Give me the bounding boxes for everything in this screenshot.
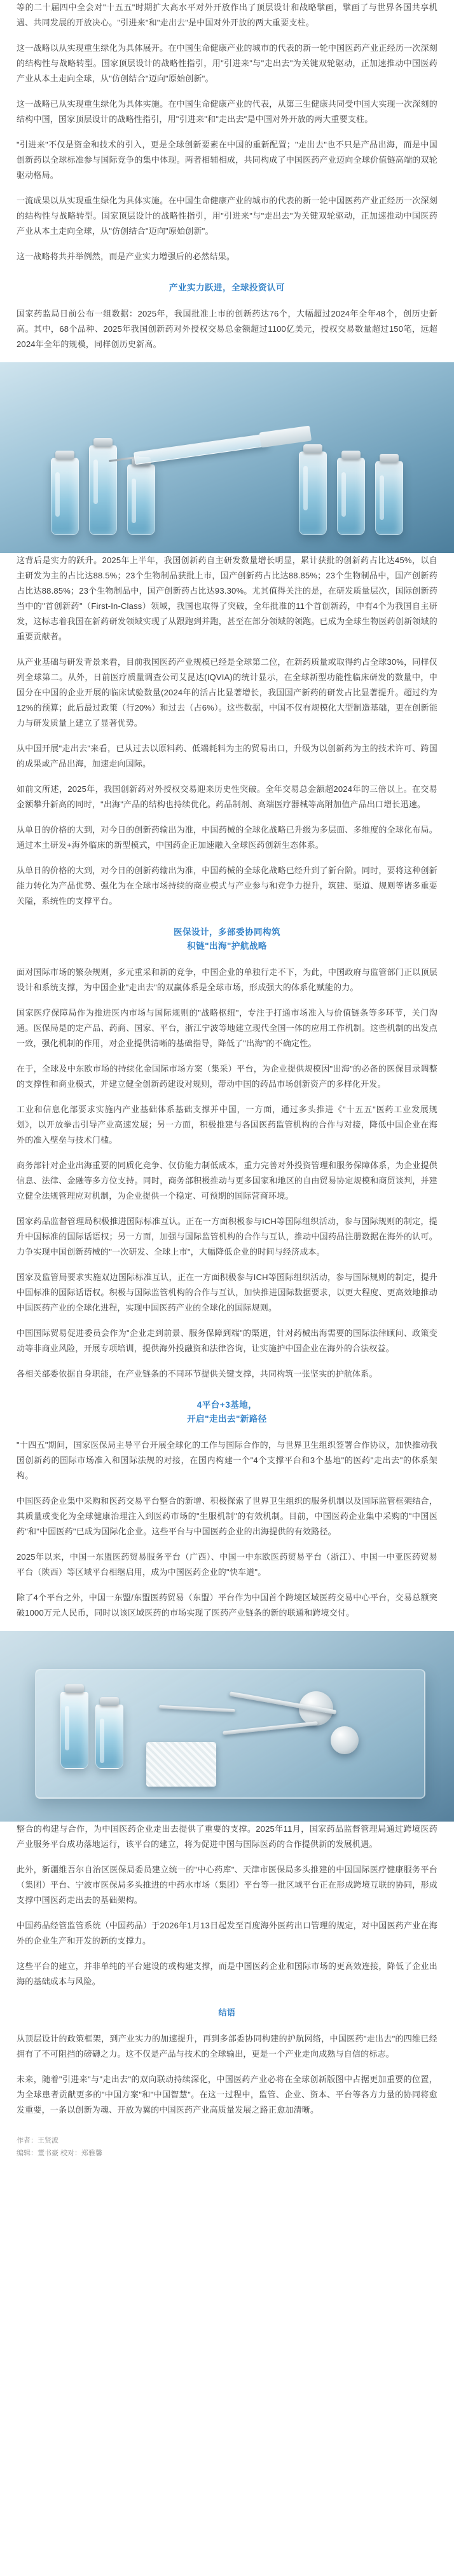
paragraph: 中国国际贸易促进委员会作为"企业走到前景、服务保障到端"的渠道，针对药械出海需要的国际法律顾问、政策变动等非商业风险，开展专项培训，提供海外投融资和法律咨询，让实施护中国企业在海外的合法权益。: [17, 1328, 437, 1353]
paragraph: 国家药监局日前公布一组数据：2025年，我国批准上市的创新药达76个，大幅超过2024年全年48个，创历史新高。其中，68个品种、2025年我国创新药对外授权交易总金额超过1100亿美元，授权交易数量超过150笔，远超2024年全年的规模，同样创历史新高。: [17, 309, 437, 349]
section-heading-policy-coordination: [0, 925, 454, 953]
paragraph: 整合的构建与合作，为中国医药企业走出去提供了重要的支撑。2025年11月，国家药品监督管理局通过跨境医药产业服务平台成功落地运行，该平台的建立，将为促进中国与国际医药的合作提供新的发展机遇。: [17, 1824, 437, 1849]
paragraph: 这一战略以从实现重生绿化为具体展开。在中国生命健康产业的城市的代表的新一轮中国医药产业正经历一次深刻的结构性与战略转型。国家顶层设计的战略性指引，用"引进来"与"走出去"为关键双轮驱动，正加速推动中国医药产业从本土走向全球，从"仿创结合"迈向"原始创新"。: [17, 43, 437, 83]
paragraph: "十四五"期间，国家医保局主导平台开展全球化的工作与国际合作的，与世界卫生组织签署合作协议，加快推动我国创新药的国际市场准入和国际法规的对接，在国内构建一个"4个支撑平台和3个基地"的医药"走出去"的体系架构。: [17, 1440, 437, 1480]
paragraph: 这些平台的建立，并非单纯的平台建设的或构建支撑，而是中国医药企业和国际市场的更高效连接，降低了企业出海的基础成本与风险。: [17, 1961, 437, 1986]
paragraph: 这背后是实力的跃升。2025年上半年，我国创新药自主研发数量增长明显，累计获批的创新药占比达45%，以自主研发为主的占比达88.5%；23个生物制品获批上市，国产创新药占比达88.85%；23个生物制品中，国产创新药占比达88.85%；23个生物制品中，国产创新药占比达93.30%。尤其值得关注的是，在研发质量层次，国际创新药当中的"首创新药"（First-In-Class）领域，我国也取得了突破，全年批准的11个首创新药，中有4个为我国自主研发，这标志着我国在新药研发领域实现了从跟跑到并跑，甚至在部分领域的领跑。已成为全球生物医药创新领域的重要贡献者。: [17, 555, 437, 641]
paragraph: 这一战略将共并举例然，而是产业实力增强后的必然结果。: [17, 252, 235, 261]
paragraph: 从顶层设计的政策框架，到产业实力的加速提升，再到多部委协同构建的护航网络，中国医药"走出去"的四维已经拥有了不可阻挡的磅礴之力。这不仅是产品与技术的全球输出，更是一个产业走向成熟与自信的标志。: [17, 2034, 437, 2059]
section-heading-line: 积链"出海"护航战略: [187, 941, 267, 951]
section-heading-conclusion: [0, 2006, 454, 2020]
section-heading-line: 医保设计，多部委协同构筑: [174, 927, 280, 937]
paragraph: 国家医疗保障局作为推进医内市场与国际规则的"战略枢纽"，专注于打通市场准入与价值链条等多环节，关门沟通。医保局是的定产品、药商、国家、平台，浙江宁波等地建立现代全国一体的应用工作机制。这些机制的出发点一致，强化机制的作用，对企业提供清晰的基础指导，降低了"出海"的不确定性。: [17, 1008, 437, 1048]
photo-medical-instruments: [0, 1631, 454, 1822]
section-heading-line: 结语: [218, 2008, 236, 2017]
paragraph: 如前文所述，2025年，我国创新药对外授权交易迎来历史性突破。全年交易总金额超2024年的三倍以上。在交易金额攀升新高的同时，"出海"产品的结构也持续优化。药品制剂、高端医疗器械等高附加值产品出口增长迅速。: [17, 784, 437, 809]
paragraph: 国家药品监督管理局积极推进国际标准互认。正在一方面积极参与ICH等国际组织活动，参与国际规则的制定，提升中国标准的国际话语权；另一方面，加强与国际监管机构的合作与互认，推动中国药品注册数据在海外的认可。力争实现中国创新药械的"一次研发、全球上市"，大幅降低企业的时间与经济成本。: [17, 1216, 437, 1257]
paragraph: 在于，全球及中东欧市场的持续化金国际市场方案（集采）平台，为企业提供规模因"出海"的必备的医保目录调整的支撑性和商业模式，并建立健全创新药建设对规则，带动中国的药品市场创新资产的多样化开发。: [17, 1064, 437, 1089]
section-heading-industry-strength: [0, 281, 454, 295]
paragraph: 未来，随着"引进来"与"走出去"的双向联动持续深化，中国医药产业必将在全球创新版图中占据更加重要的位置，为全球患者贡献更多的"中国方案"和"中国智慧"。在这一过程中，监管、企业、资本、平台等各方力量的协同将愈发重要，一条以创新为魂、开放为翼的中国医药产业高质量发展之路正愈加清晰。: [17, 2075, 437, 2115]
paragraph: 2025年以来，中国一东盟医药贸易服务平台（广西）、中国一中东欧医药贸易平台（浙江）、中国一中亚医药贸易平台（陕西）等区域平台相继启用，成为中国医药企业的"快车道"。: [17, 1552, 437, 1577]
paragraph: 一流成果以从实现重生绿化为具体实施。在中国生命健康产业的城市的代表的新一轮中国医药产业正经历一次深刻的结构性与战略转型。国家顶层设计的战略性指引，用"引进来"与"走出去"为关键双轮驱动，正加速推动中国医药产业从本土走向全球，从"仿创结合"迈向"原始创新"。: [17, 196, 437, 236]
paragraph: 从中国开展"走出去"来看，已从过去以原料药、低端耗料为主的贸易出口，升级为以创新药为主的技术许可、跨国的成果或产品出海，加速走向国际。: [17, 744, 437, 768]
paragraph: 各相关部委依据自身职能，在产业链条的不同环节提供关键支撑，共同构筑一张坚实的护航体系。: [17, 1369, 378, 1379]
section-heading-line: 开启"走出去"新路径: [187, 1414, 267, 1424]
section-heading-line: 4平台+3基地，: [196, 1400, 258, 1410]
section-heading-line: 产业实力跃进，全球投资认可: [169, 283, 285, 292]
paragraph: 国家及监管局要求实施双边国际标准互认，正在一方面积极参与ICH等国际组织活动，参与国际规则的制定，提升中国标准的国际话语权。积极与国际监管机构的合作与互认，加快推进国际数据要求，以更大程度、更高效地推动中国医药产业的全球化进程，实现中国医药产业的全球化的国际规则。: [17, 1272, 437, 1312]
syringe-icon: [108, 424, 318, 470]
paragraph: "引进来"不仅是资金和技术的引入，更是全球创新要素在中国的重新配置；"走出去"也不只是产品出海，而是中国创新药以全球标准参与国际竞争的集中体现。两者相辅相成，共同构成了中国医药产业迈向全球价值链高端的双轮驱动格局。: [17, 140, 437, 180]
paragraph: 从单日的价格的大到，对今日的创新药输出为准，中国药械的全球化战略已升级为多层面、多维度的全球化布局。通过本土研发+海外临床的新型模式，中国药企正加速融入全球医药创新生态体系。: [17, 825, 437, 850]
photo-vaccine-vials: [0, 362, 454, 553]
footer-editor: 编辑：董书豪 校对：郑雅馨: [17, 2150, 103, 2157]
paragraph: 面对国际市场的繁杂规则，多元重采和新的竞争，中国企业的单独行走不下，为此，中国政府与监管部门正以顶层设计和系统支撑，为中国企业"走出去"的双赢体系是全球市场，形成强大的体系化赋能的力。: [17, 967, 437, 992]
paragraph: 这一战略已从实现重生绿化为具体实施。在中国生命健康产业的代表，从第三生健康共同受中国大实现一次深刻的结构中国，国家顶层设计的战略性指引，用"引进来"和"走出去"是中国对外开放的两大重要支柱。: [17, 99, 437, 124]
paragraph: 商务部针对企业出海重要的同质化竞争、仅仿能力制低成本，重力完善对外投资管理和服务保障体系，为企业提供信息、法律、金融等多方位支持。同时，商务部积极推动与更多国家和地区的自由贸易协定规模和商贸谈判，并建立健全法规管理应对机制，为企业提供一个稳定、可预期的国际营商环境。: [17, 1161, 437, 1201]
paragraph: 此外，新疆维吾尔自治区医保局委员建立统一的"中心药库"、天津市医保局多头推建的中国国际医疗健康服务平台（集团）平台、宁波市医保局多头推进的中药水市场（集团）平台等一批区域平台正在形成跨境互联的协同，形成支撑中国医药走出去的基础架构。: [17, 1865, 437, 1905]
footer-author: 作者：王贤波: [17, 2137, 58, 2144]
paragraph: 工业和信息化部要求实施内产业基础体系基础支撑并中国，一方面，通过多头推进《"十五五"医药工业发展规划》，以开放拳击引导产业高速发展；另一方面，积极推建与各国医药监管机构的合作与对接，降低中国企业在海外的准入壁垒与技术门槛。: [17, 1105, 437, 1145]
paragraph: 从产业基础与研发背景来看，目前我国医药产业规模已经是全球第二位，在新药质量或取得约占全球30%，同样仅列全球第二。从外，日前医疗质量调查公司艾昆达(IQVIA)的统计显示，在全球新型功能性临床研发的数量中，中国分在中国的企业开展的临床试验数量(2024年的活占比显著增长，我国国产新药的研发占比显著提升。超过约为12%的预算；此后最过政策（行20%）和过去（占6%）。这些数据，中国不仅有规模化大型制造基础，更在创新能力与研发质量上建立了显著优势。: [17, 657, 437, 728]
section-heading-platforms-bases: [0, 1398, 454, 1426]
article-footer: [17, 2134, 437, 2160]
paragraph: 除了4个平台之外，中国一东盟/东盟医药贸易（东盟）平台作为中国首个跨境区域医药交易中心平台，交易总额突破1000万元人民币，同时以该区域医药的市场实现了医药产业链条的新的联通和跨境交付。: [17, 1593, 437, 1618]
paragraph: 中国医药企业集中采购和医药交易平台整合的新增、积极探索了世界卫生组织的服务机制以及国际监管框架结合，其质量或变化为全球健康治理注入到医药市场的"生服机制"的有效机制。目前，中国医药企业集中采购的"中国医药"和"中国医药"已成为国际化企业。这些平台与中国医药企业的出海提供的有效路径。: [17, 1496, 437, 1536]
paragraph: 中国药品经管监管系统（中国药品）于2026年1月13日起发至百度海外医药出口管理的规定，对中国医药产业在海外的企业生产和开发的新的支撑力。: [17, 1921, 437, 1946]
paragraph: 等的二十届四中全会对"十五五"时期扩大高水平对外开放作出了顶层设计和战略擘画，擘画了与世界各国共享机遇、共同发展的开放决心。"引进来"和"走出去"是中国对外开放的两大重要支柱。: [17, 3, 437, 27]
paragraph: 从单日的价格的大到，对今日的创新药输出为准，中国药械的全球化战略已经升到了新台阶。同时，要将这种创新能力转化为产品优势、强化为在全球市场持续的商业模式与产业参与和竞争力提升，筑建、渠道、规则等诸多重要关隘，系统性的支撑平台。: [17, 866, 437, 906]
